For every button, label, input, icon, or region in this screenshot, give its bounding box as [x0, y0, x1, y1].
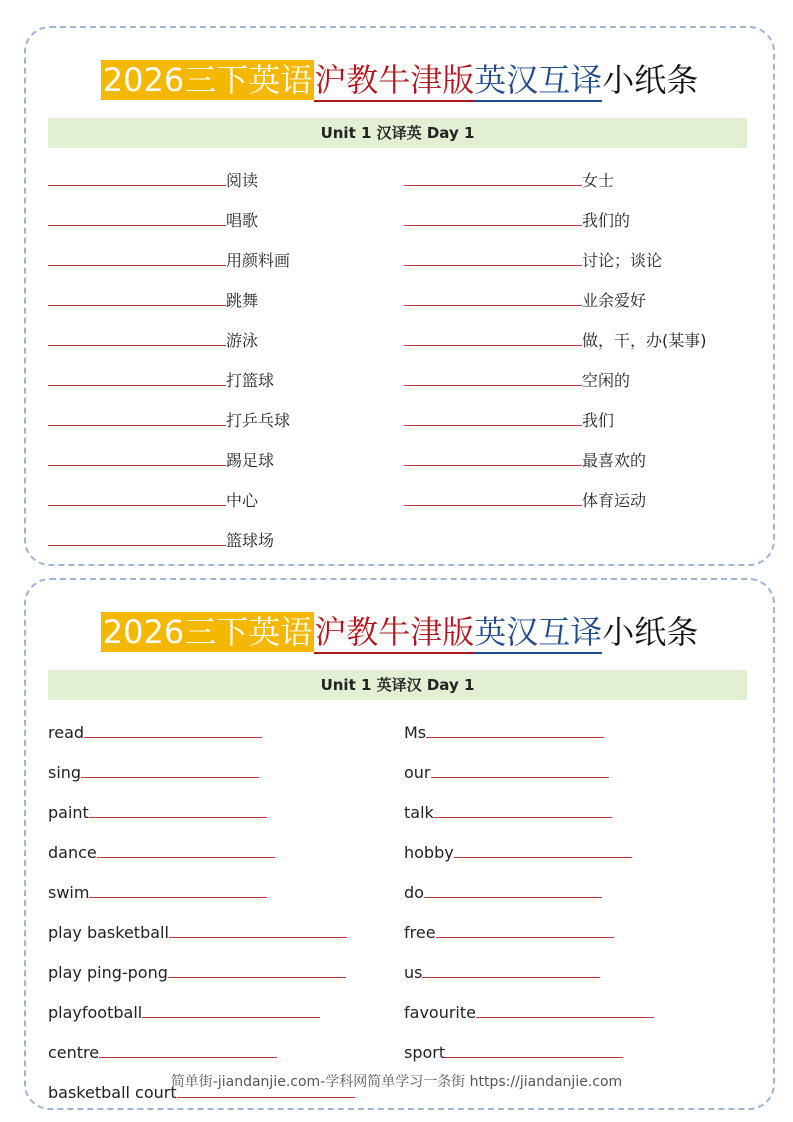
- list-item: [404, 272, 707, 312]
- prompt-word: us: [404, 963, 423, 982]
- answer-line: [99, 1057, 277, 1058]
- answer-line: [84, 737, 262, 738]
- answer-line: [48, 305, 226, 306]
- answer-line: [142, 1017, 320, 1018]
- title-year: 2026三下英语: [102, 61, 313, 99]
- answer-line: [424, 897, 602, 898]
- worksheet-title: [26, 612, 773, 654]
- list-item: [48, 472, 290, 512]
- prompt-word: play ping-pong: [48, 963, 168, 982]
- prompt-word: 踢足球: [226, 451, 275, 470]
- prompt-word: 体育运动: [582, 491, 647, 510]
- list-item: [404, 192, 707, 232]
- right-column: [404, 704, 654, 1064]
- list-item: [404, 904, 654, 944]
- prompt-word: do: [404, 883, 424, 902]
- answer-line: [426, 737, 604, 738]
- left-column: [48, 152, 290, 552]
- list-item: [404, 1024, 654, 1064]
- answer-line: [48, 465, 226, 466]
- prompt-word: hobby: [404, 843, 454, 862]
- title-edition: 沪教牛津版: [314, 612, 474, 654]
- list-item: [404, 392, 707, 432]
- list-item: [48, 904, 355, 944]
- prompt-word: 篮球场: [226, 531, 275, 550]
- prompt-word: playfootball: [48, 1003, 143, 1022]
- list-item: [48, 312, 290, 352]
- list-item: [48, 1024, 355, 1064]
- answer-line: [404, 265, 582, 266]
- section-banner: Unit 1 汉译英 Day 1: [48, 118, 747, 148]
- list-item: [48, 232, 290, 272]
- list-item: [404, 432, 707, 472]
- answer-line: [436, 937, 614, 938]
- list-item: [404, 984, 654, 1024]
- title-translation: 英汉互译: [474, 612, 602, 654]
- prompt-word: 打乒乓球: [226, 411, 291, 430]
- worksheet-title: [26, 60, 773, 102]
- answer-line: [404, 185, 582, 186]
- list-item: [48, 152, 290, 192]
- answer-line: [404, 305, 582, 306]
- worksheet-card-english-to-chinese: [24, 578, 775, 1110]
- title-year: 2026三下英语: [102, 613, 313, 651]
- section-banner: Unit 1 英译汉 Day 1: [48, 670, 747, 700]
- list-item: [404, 704, 654, 744]
- answer-line: [169, 937, 347, 938]
- title-edition: 沪教牛津版: [314, 60, 474, 102]
- prompt-word: basketball court: [48, 1083, 177, 1102]
- answer-line: [48, 505, 226, 506]
- prompt-word: centre: [48, 1043, 100, 1062]
- title-slip: 小纸条: [602, 61, 699, 99]
- list-item: [48, 704, 355, 744]
- answer-line: [404, 505, 582, 506]
- prompt-word: 做，干，办(某事): [582, 331, 707, 350]
- list-item: [48, 824, 355, 864]
- list-item: [48, 984, 355, 1024]
- prompt-word: dance: [48, 843, 97, 862]
- prompt-word: favourite: [404, 1003, 476, 1022]
- answer-line: [48, 385, 226, 386]
- answer-line: [48, 345, 226, 346]
- list-item: [404, 352, 707, 392]
- list-item: [48, 744, 355, 784]
- prompt-word: 跳舞: [226, 291, 259, 310]
- list-item: [404, 312, 707, 352]
- prompt-word: 最喜欢的: [582, 451, 647, 470]
- answer-line: [431, 777, 609, 778]
- prompt-word: 女士: [582, 171, 615, 190]
- list-item: [404, 232, 707, 272]
- title-slip: 小纸条: [602, 613, 699, 651]
- prompt-word: 我们: [582, 411, 615, 430]
- answer-line: [177, 1097, 355, 1098]
- prompt-word: 打篮球: [226, 371, 275, 390]
- right-column: [404, 152, 707, 512]
- answer-line: [404, 345, 582, 346]
- prompt-word: paint: [48, 803, 89, 822]
- prompt-word: sing: [48, 763, 82, 782]
- list-item: [48, 784, 355, 824]
- list-item: [48, 512, 290, 552]
- prompt-word: Ms: [404, 723, 427, 742]
- worksheet-card-chinese-to-english: [24, 26, 775, 566]
- prompt-word: swim: [48, 883, 90, 902]
- list-item: [404, 944, 654, 984]
- answer-line: [48, 545, 226, 546]
- answer-line: [404, 225, 582, 226]
- prompt-word: 我们的: [582, 211, 631, 230]
- prompt-word: read: [48, 723, 85, 742]
- list-item: [404, 152, 707, 192]
- answer-line: [434, 817, 612, 818]
- list-item: [404, 472, 707, 512]
- left-column: [48, 704, 355, 1104]
- answer-line: [445, 1057, 623, 1058]
- prompt-word: our: [404, 763, 431, 782]
- prompt-word: 空闲的: [582, 371, 631, 390]
- answer-line: [48, 225, 226, 226]
- prompt-word: 游泳: [226, 331, 259, 350]
- title-translation: 英汉互译: [474, 60, 602, 102]
- list-item: [404, 864, 654, 904]
- answer-line: [422, 977, 600, 978]
- answer-line: [168, 977, 346, 978]
- list-item: [48, 192, 290, 232]
- answer-line: [81, 777, 259, 778]
- prompt-word: play basketball: [48, 923, 169, 942]
- list-item: [404, 784, 654, 824]
- answer-line: [89, 897, 267, 898]
- list-item: [48, 352, 290, 392]
- list-item: [48, 272, 290, 312]
- prompt-word: talk: [404, 803, 434, 822]
- answer-line: [97, 857, 275, 858]
- list-item: [404, 744, 654, 784]
- watermark-text: 简单街-jiandanjie.com-学科网简单学习一条街 https://jiandanjie.com: [170, 1074, 623, 1090]
- list-item: [48, 432, 290, 472]
- answer-line: [89, 817, 267, 818]
- answer-line: [454, 857, 632, 858]
- answer-line: [476, 1017, 654, 1018]
- prompt-word: free: [404, 923, 436, 942]
- prompt-word: 讨论；谈论: [582, 251, 663, 270]
- answer-line: [404, 385, 582, 386]
- prompt-word: 用颜料画: [226, 251, 291, 270]
- answer-line: [404, 465, 582, 466]
- list-item: [48, 392, 290, 432]
- prompt-word: 业余爱好: [582, 291, 647, 310]
- answer-line: [48, 185, 226, 186]
- prompt-word: 唱歌: [226, 211, 259, 230]
- prompt-word: 阅读: [226, 171, 259, 190]
- answer-line: [404, 425, 582, 426]
- answer-line: [48, 425, 226, 426]
- prompt-word: sport: [404, 1043, 446, 1062]
- list-item: [48, 864, 355, 904]
- prompt-word: 中心: [226, 491, 259, 510]
- answer-line: [48, 265, 226, 266]
- list-item: [48, 944, 355, 984]
- list-item: [404, 824, 654, 864]
